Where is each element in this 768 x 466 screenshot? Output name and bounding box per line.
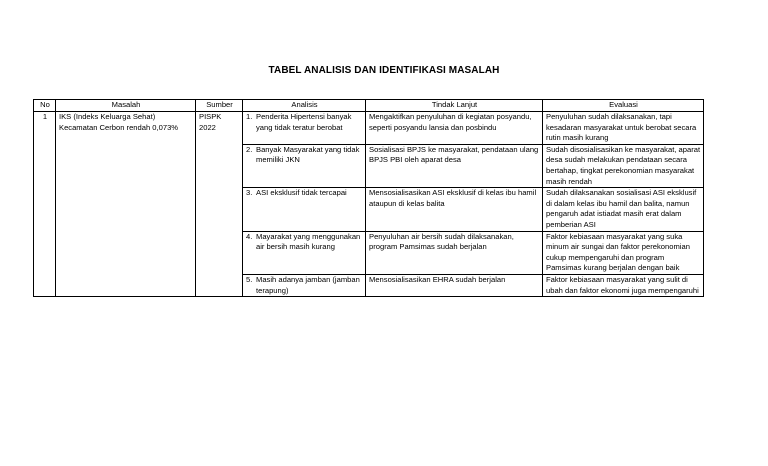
cell-evaluasi: Sudah dilaksanakan sosialisasi ASI eksklusif di dalam kelas ibu hamil dan balita, namun pengaruh adat istiadat masih erat dalam pemberian ASI — [543, 188, 704, 231]
cell-analisis — [243, 144, 366, 187]
cell-evaluasi: Sudah disosialisasikan ke masyarakat, aparat desa sudah melakukan pendataan secara bertahap, tingkat perekonomian masyarakat masih rendah — [543, 144, 704, 187]
header-no: No — [34, 100, 56, 112]
item-number: 2. — [246, 144, 253, 154]
item-number: 1. — [246, 112, 253, 121]
document-title: TABEL ANALISIS DAN IDENTIFIKASI MASALAH — [268, 65, 500, 76]
cell-evaluasi: Faktor kebiasaan masyarakat yang sulit di ubah dan faktor ekonomi juga mempengaruhi — [543, 274, 704, 296]
cell-evaluasi: Faktor kebiasaan masyarakat yang suka minum air sungai dan faktor perekonomian cukup mempengaruhi dan program Pamsimas kurang berjalan dengan baik — [543, 231, 704, 274]
header-tindak-lanjut: Tindak Lanjut — [366, 100, 543, 112]
header-analisis: Analisis — [243, 100, 366, 112]
cell-sumber: PISPK 2022 — [196, 112, 243, 297]
cell-analisis — [243, 188, 366, 231]
cell-analisis — [243, 231, 366, 274]
cell-tindak-lanjut: Mensosialisasikan ASI eksklusif di kelas ibu hamil ataupun di kelas balita — [366, 188, 543, 231]
item-number: 5. — [246, 274, 253, 284]
table-row — [34, 112, 704, 145]
cell-tindak-lanjut: Mensosialisasikan EHRA sudah berjalan — [366, 274, 543, 296]
analisis-text: Banyak Masyarakat yang tidak memiliki JKN — [256, 144, 360, 165]
cell-tindak-lanjut: Penyuluhan air bersih sudah dilaksanakan, program Pamsimas sudah berjalan — [366, 231, 543, 274]
cell-evaluasi: Penyuluhan sudah dilaksanakan, tapi kesadaran masyarakat untuk berobat secara rutin masih kurang — [543, 112, 704, 145]
item-number: 4. — [246, 231, 253, 241]
cell-no: 1 — [34, 112, 56, 297]
header-sumber: Sumber — [196, 100, 243, 112]
header-masalah: Masalah — [56, 100, 196, 112]
cell-analisis — [243, 112, 366, 145]
analisis-text: Mayarakat yang menggunakan air bersih masih kurang — [256, 231, 361, 252]
cell-tindak-lanjut: Sosialisasi BPJS ke masyarakat, pendataan ulang BPJS PBI oleh aparat desa — [366, 144, 543, 187]
item-number: 3. — [246, 188, 253, 198]
cell-masalah: IKS (Indeks Keluarga Sehat) Kecamatan Cerbon rendah 0,073% — [56, 112, 196, 297]
cell-tindak-lanjut: Mengaktifkan penyuluhan di kegiatan posyandu, seperti posyandu lansia dan posbindu — [366, 112, 543, 145]
header-evaluasi: Evaluasi — [543, 100, 704, 112]
analisis-text: ASI eksklusif tidak tercapai — [256, 188, 347, 198]
analysis-table — [33, 99, 704, 297]
analisis-text: Masih adanya jamban (jamban terapung) — [256, 274, 360, 295]
analisis-text: Penderita Hipertensi banyak yang tidak teratur berobat — [256, 112, 352, 132]
table-header-row — [34, 100, 704, 112]
cell-analisis — [243, 274, 366, 296]
